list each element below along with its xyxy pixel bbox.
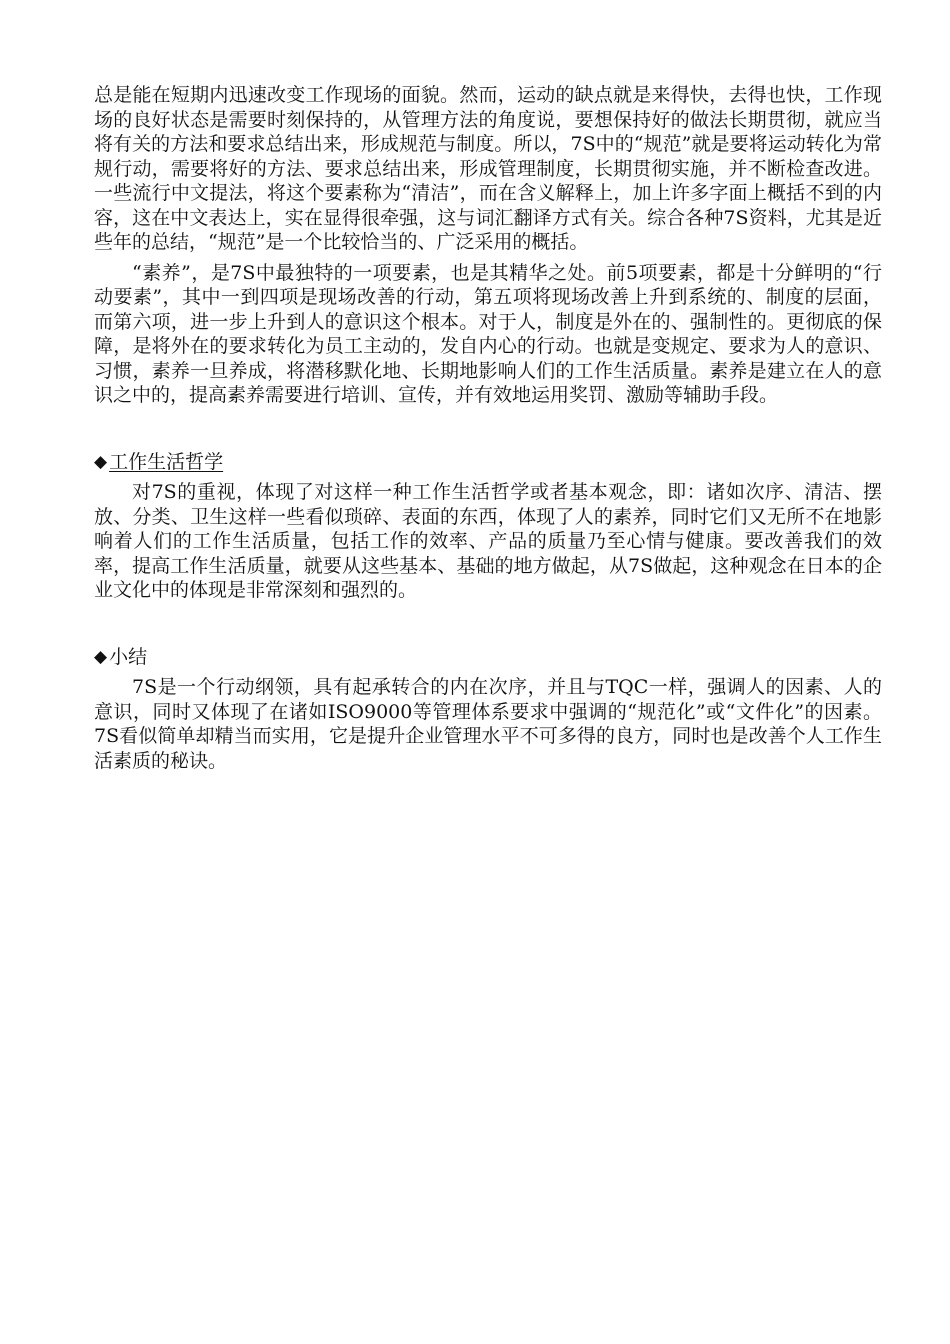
document-body bbox=[94, 83, 882, 773]
paragraph-philosophy: 对7S的重视，体现了对这样一种工作生活哲学或者基本观念，即：诸如次序、清洁、摆放、分类、卫生这样一些看似琐碎、表面的东西，体现了人的素养，同时它们又无所不在地影响着人们的工作生活质量，包括工作的效率、产品的质量乃至心情与健康。要改善我们的效率，提高工作生活质量，就要从这些基本、基础的地方做起，从7S做起，这种观念在日本的企业文化中的体现是非常深刻和强烈的。 bbox=[94, 481, 882, 601]
paragraph-norms: 总是能在短期内迅速改变工作现场的面貌。然而，运动的缺点就是来得快，去得也快，工作现场的良好状态是需要时刻保持的，从管理方法的角度说，要想保持好的做法长期贯彻，就应当将有关的方法和要求总结出来，形成规范与制度。所以，7S中的“规范”就是要将运动转化为常规行动，需要将好的方法、要求总结出来，形成管理制度，长期贯彻实施，并不断检查改进。一些流行中文提法，将这个要素称为“清洁”，而在含义解释上，加上许多字面上概括不到的内容，这在中文表达上，实在显得很牵强，这与词汇翻译方式有关。综合各种7S资料，尤其是近些年的总结，“规范”是一个比较恰当的、广泛采用的概括。 bbox=[94, 84, 882, 253]
spacer bbox=[94, 603, 882, 645]
paragraph-literacy: “素养”，是7S中最独特的一项要素，也是其精华之处。前5项要素，都是十分鲜明的“行动要素”，其中一到四项是现场改善的行动，第五项将现场改善上升到系统的、制度的层面，而第六项，进一步上升到人的意识这个根本。对于人，制度是外在的、强制性的。更彻底的保障，是将外在的要求转化为员工主动的，发自内心的行动。也就是变规定、要求为人的意识、习惯，素养一旦养成，将潜移默化地、长期地影响人们的工作生活质量。素养是建立在人的意识之中的，提高素养需要进行培训、宣传，并有效地运用奖罚、激励等辅助手段。 bbox=[94, 261, 882, 406]
section-title: 工作生活哲学 bbox=[109, 450, 224, 473]
diamond-bullet-icon: ◆ bbox=[94, 646, 108, 667]
paragraph-summary: 7S是一个行动纲领，具有起承转合的内在次序，并且与TQC一样，强调人的因素、人的意识，同时又体现了在诸如ISO9000等管理体系要求中强调的“规范化”或“文件化”的因素。7S看似简单却精当而实用，它是提升企业管理水平不可多得的良方，同时也是改善个人工作生活素质的秘诀。 bbox=[94, 676, 882, 772]
section-title: 小结 bbox=[109, 645, 148, 668]
spacer bbox=[94, 408, 882, 450]
section-heading-work-life-philosophy bbox=[94, 450, 882, 475]
section-heading-summary bbox=[94, 645, 882, 670]
diamond-bullet-icon: ◆ bbox=[94, 451, 108, 472]
